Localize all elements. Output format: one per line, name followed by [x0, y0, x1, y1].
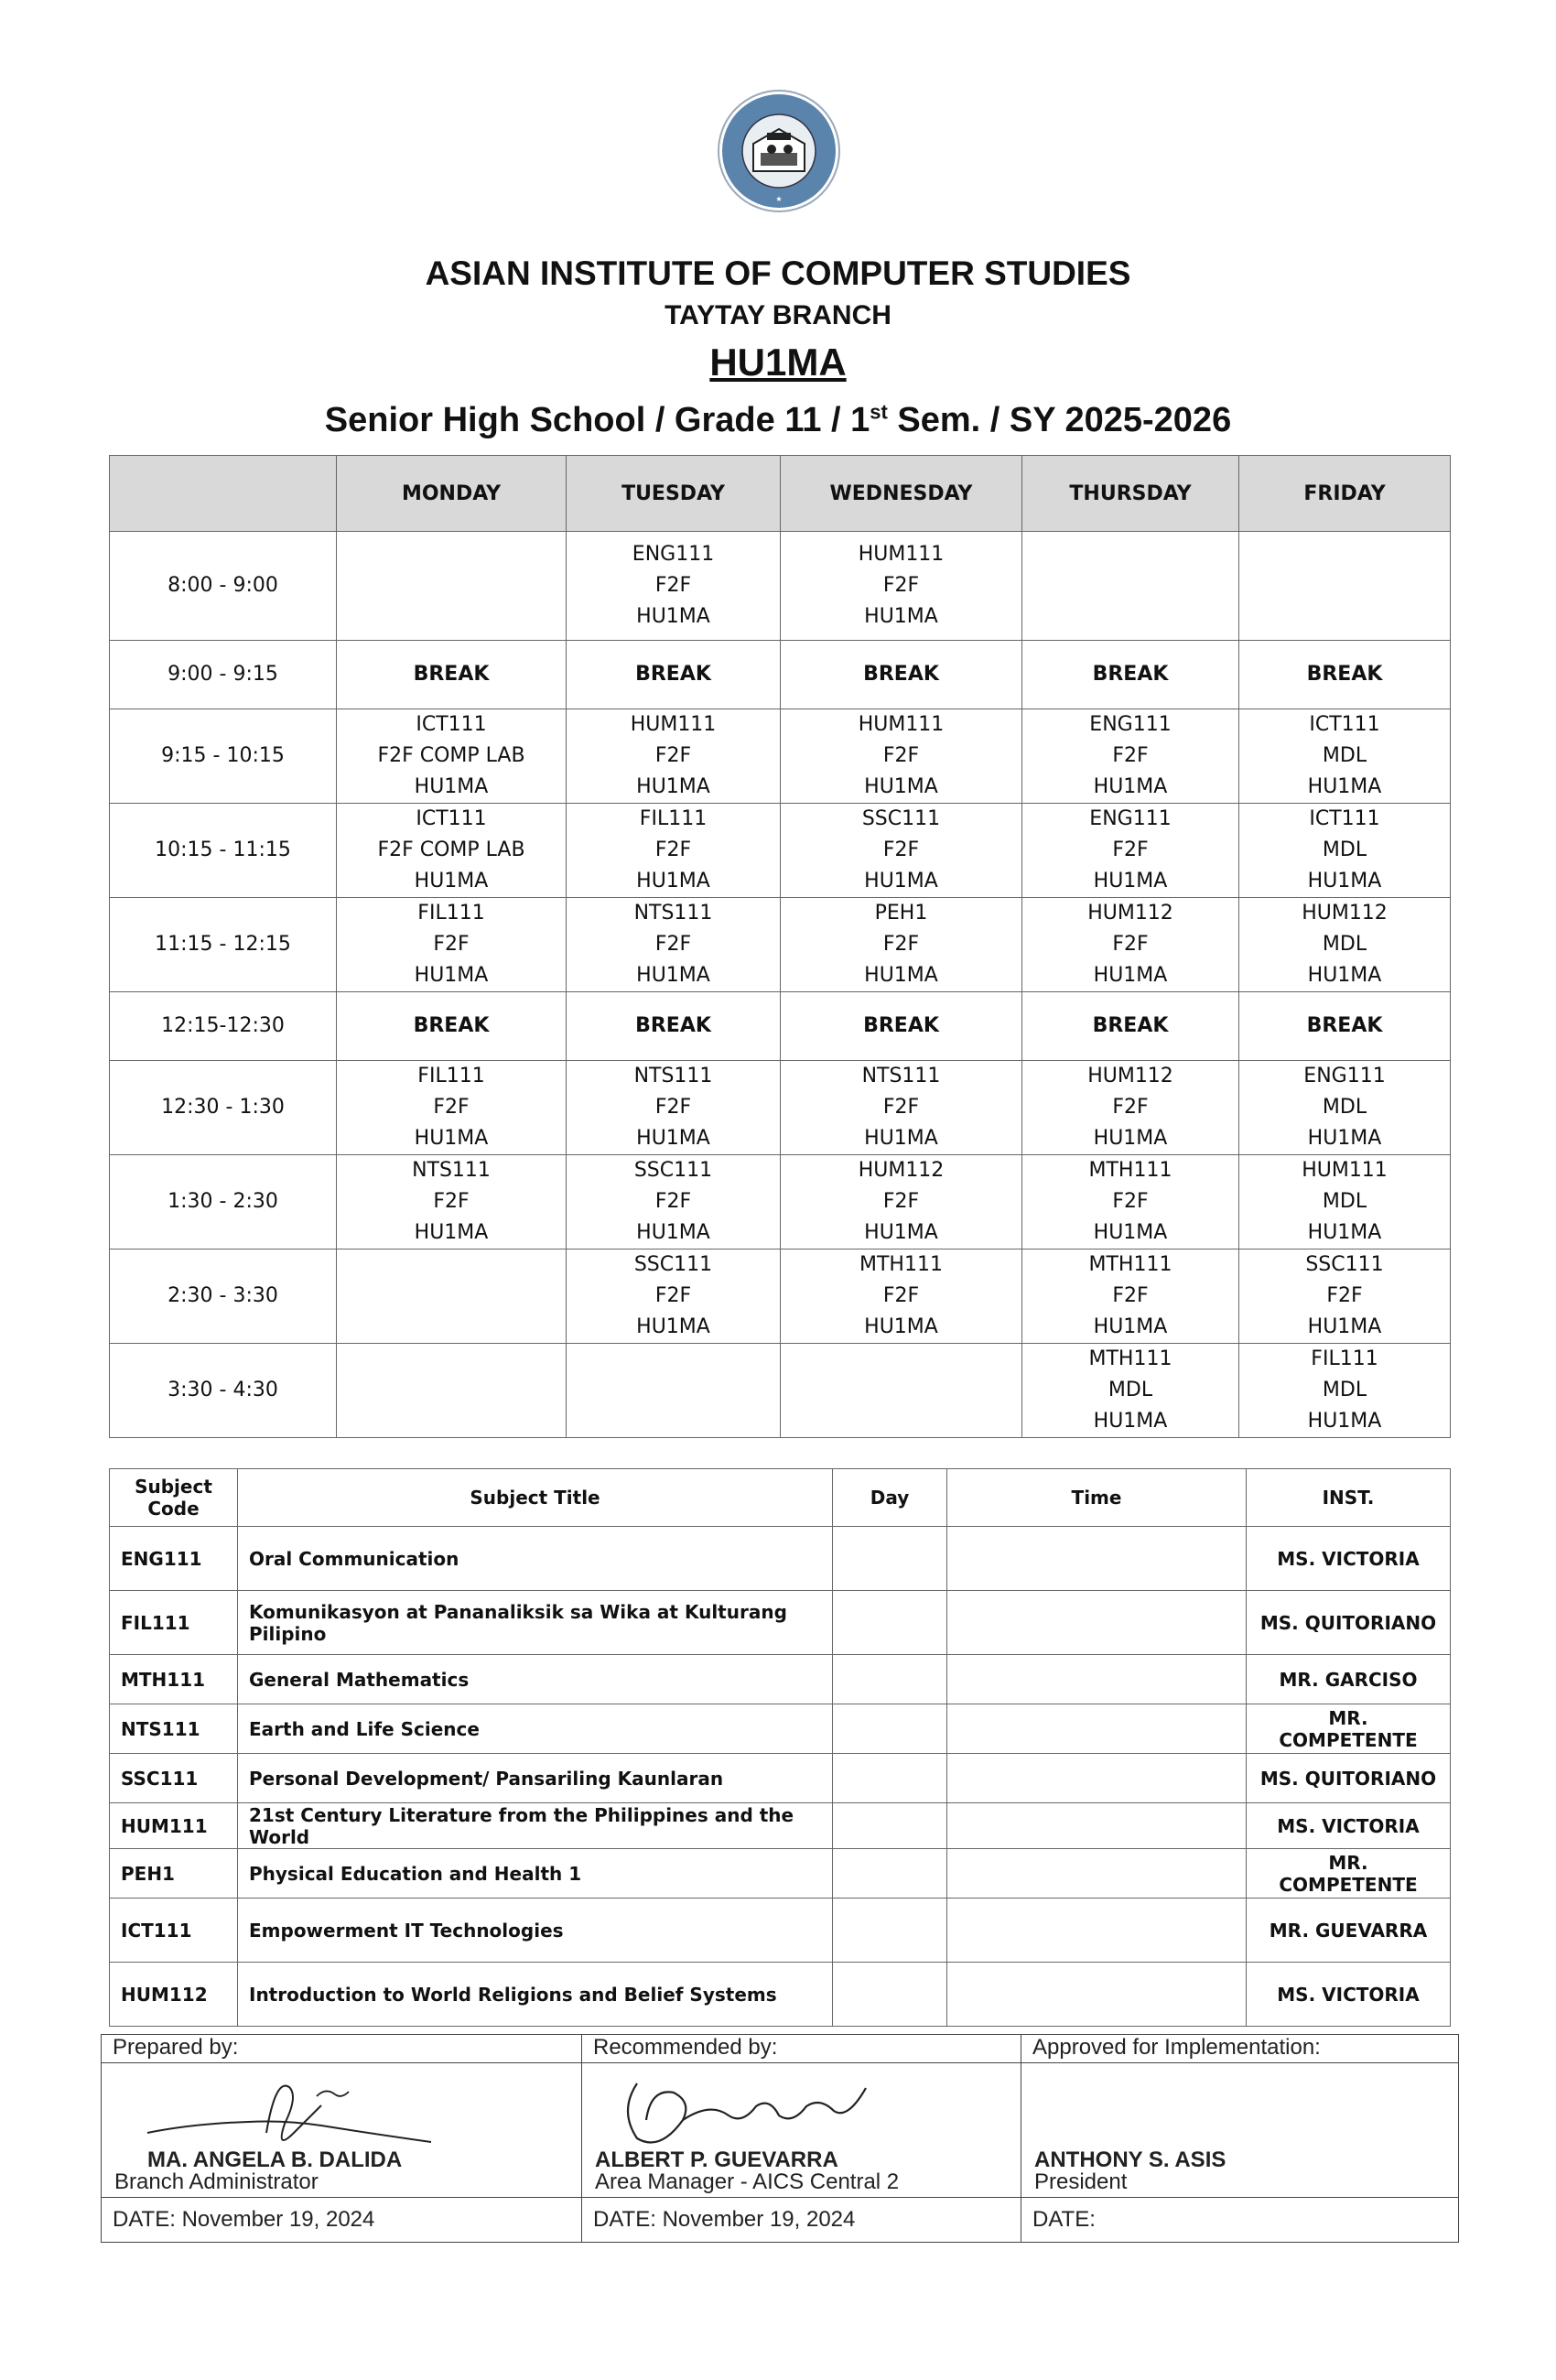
subject-code: MTH111 [1088, 1159, 1172, 1182]
subject-code: BREAK [1306, 663, 1383, 686]
subject-code: ENG111 [110, 1527, 238, 1591]
class-mode: F2F [1112, 1190, 1149, 1213]
time-slot: 1:30 - 2:30 [110, 1155, 337, 1250]
time-header: Time [947, 1469, 1247, 1527]
time-slot: 8:00 - 9:00 [110, 532, 337, 641]
class-cell [1022, 1155, 1239, 1250]
subject-code: SSC111 [110, 1754, 238, 1803]
time-header [110, 456, 337, 532]
recommended-date: DATE: November 19, 2024 [582, 2198, 1021, 2243]
class-cell [1239, 1155, 1451, 1250]
subject-code: HUM111 [858, 543, 945, 566]
class-cell [1239, 1250, 1451, 1344]
subject-title: Earth and Life Science [238, 1704, 833, 1754]
class-mode: MDL [1322, 1190, 1367, 1213]
section-label: HU1MA [1093, 1221, 1168, 1244]
class-mode: F2F [1112, 1284, 1149, 1307]
instructor: MS. VICTORIA [1247, 1803, 1451, 1849]
class-cell [1022, 709, 1239, 804]
subject-time [947, 1527, 1247, 1591]
day-header: MONDAY [337, 456, 567, 532]
subject-row [110, 1803, 1451, 1849]
approved-role: President [1034, 2169, 1128, 2194]
subject-time [947, 1849, 1247, 1899]
subject-code: FIL111 [639, 807, 708, 830]
subject-row [110, 1963, 1451, 2027]
break-cell [337, 992, 567, 1061]
subject-code: ENG111 [1089, 713, 1172, 736]
subject-code: NTS111 [633, 902, 713, 925]
subject-day [833, 1704, 947, 1754]
schedule-row [110, 804, 1451, 898]
subject-code: ICT111 [416, 713, 487, 736]
prepared-role: Branch Administrator [114, 2169, 319, 2194]
subject-code: BREAK [413, 663, 490, 686]
approved-signature-cell [1021, 2063, 1459, 2198]
class-cell [1239, 532, 1451, 641]
subject-code: PEH1 [874, 902, 928, 925]
section-label: HU1MA [1307, 1221, 1382, 1244]
class-mode: F2F [654, 1284, 692, 1307]
subject-code: BREAK [635, 1014, 711, 1037]
subject-code: HUM112 [1302, 902, 1388, 925]
instructor: MS. VICTORIA [1247, 1527, 1451, 1591]
section-label: HU1MA [414, 964, 489, 987]
semester-line: Senior High School / Grade 11 / 1st Sem. / SY 2025-2026 [324, 400, 1232, 439]
schedule-row [110, 898, 1451, 992]
class-cell [1022, 1250, 1239, 1344]
section-label: HU1MA [1093, 1410, 1168, 1433]
class-mode: F2F COMP LAB [377, 838, 525, 861]
subject-day [833, 1591, 947, 1655]
class-mode: F2F [1112, 1096, 1149, 1119]
day-header: FRIDAY [1239, 456, 1451, 532]
class-mode: F2F [654, 1190, 692, 1213]
subject-code: NTS111 [110, 1704, 238, 1754]
subject-time [947, 1704, 1247, 1754]
break-cell [567, 992, 781, 1061]
class-cell [567, 709, 781, 804]
subject-code: SSC111 [1305, 1253, 1384, 1276]
section-label: HU1MA [864, 775, 938, 798]
subject-code: ENG111 [1089, 807, 1172, 830]
time-slot: 11:15 - 12:15 [110, 898, 337, 992]
section-label: HU1MA [1093, 870, 1168, 892]
schedule-header-row [110, 456, 1451, 532]
section-label: HU1MA [636, 605, 710, 628]
section-label: HU1MA [864, 1315, 938, 1338]
section-label: HU1MA [864, 870, 938, 892]
subject-title-header: Subject Title [238, 1469, 833, 1527]
section-label: HU1MA [636, 964, 710, 987]
instructor: MS. QUITORIANO [1247, 1591, 1451, 1655]
class-cell [781, 709, 1022, 804]
schedule-row [110, 1061, 1451, 1155]
subject-row [110, 1527, 1451, 1591]
class-mode: F2F [654, 1096, 692, 1119]
subjects-header-row [110, 1469, 1451, 1527]
subject-time [947, 1655, 1247, 1704]
subject-code: ICT111 [110, 1899, 238, 1963]
subject-code: NTS111 [633, 1065, 713, 1087]
class-mode: F2F COMP LAB [377, 744, 525, 767]
class-cell [1239, 1344, 1451, 1438]
instructor: MR. COMPETENTE [1247, 1704, 1451, 1754]
class-cell [1022, 532, 1239, 641]
class-mode: F2F [882, 744, 920, 767]
subject-time [947, 1899, 1247, 1963]
class-cell [567, 1061, 781, 1155]
class-mode: F2F [882, 1284, 920, 1307]
class-mode: F2F [882, 1190, 920, 1213]
section-label: HU1MA [864, 1127, 938, 1150]
break-row [110, 992, 1451, 1061]
class-mode: MDL [1322, 1379, 1367, 1401]
approved-label: Approved for Implementation: [1021, 2035, 1459, 2063]
subject-code: NTS111 [412, 1159, 491, 1182]
subject-day [833, 1963, 947, 2027]
subject-code: SSC111 [633, 1159, 713, 1182]
instructor: MS. QUITORIANO [1247, 1754, 1451, 1803]
subject-title: Komunikasyon at Pananaliksik sa Wika at Kulturang Pilipino [238, 1591, 833, 1655]
section-label: HU1MA [636, 1221, 710, 1244]
subject-row [110, 1849, 1451, 1899]
class-cell [337, 1344, 567, 1438]
class-cell [781, 1155, 1022, 1250]
subject-code: FIL111 [417, 902, 485, 925]
class-mode: F2F [654, 933, 692, 956]
class-schedule-table [109, 455, 1451, 1438]
class-mode: MDL [1322, 744, 1367, 767]
section-label: HU1MA [414, 870, 489, 892]
class-cell [337, 1250, 567, 1344]
day-header: Day [833, 1469, 947, 1527]
section-label: HU1MA [636, 775, 710, 798]
section-label: HU1MA [636, 870, 710, 892]
break-cell [781, 992, 1022, 1061]
day-header: THURSDAY [1022, 456, 1239, 532]
subject-time [947, 1754, 1247, 1803]
recommended-role: Area Manager - AICS Central 2 [595, 2169, 900, 2194]
class-mode: F2F [433, 1190, 470, 1213]
subject-code: PEH1 [110, 1849, 238, 1899]
class-cell [337, 709, 567, 804]
class-cell [781, 898, 1022, 992]
class-mode: MDL [1322, 933, 1367, 956]
class-mode: F2F [654, 574, 692, 597]
schedule-row [110, 532, 1451, 641]
section-label: HU1MA [1307, 870, 1382, 892]
class-cell [1022, 804, 1239, 898]
subject-code: ICT111 [416, 807, 487, 830]
class-mode: MDL [1322, 838, 1367, 861]
subject-code: MTH111 [1088, 1253, 1172, 1276]
subject-code: SSC111 [861, 807, 941, 830]
subject-day [833, 1655, 947, 1704]
branch-name: TAYTAY BRANCH [665, 300, 891, 330]
class-cell [337, 1155, 567, 1250]
time-slot: 9:15 - 10:15 [110, 709, 337, 804]
school-seal-logo [717, 89, 841, 213]
subject-day [833, 1754, 947, 1803]
recommended-name: ALBERT P. GUEVARRA [595, 2147, 838, 2172]
break-cell [1022, 641, 1239, 709]
subject-title: Empowerment IT Technologies [238, 1899, 833, 1963]
class-cell [1022, 1344, 1239, 1438]
class-cell [781, 1250, 1022, 1344]
subject-code: NTS111 [861, 1065, 941, 1087]
subject-code: HUM112 [1087, 1065, 1173, 1087]
subject-code: MTH111 [859, 1253, 943, 1276]
break-cell [1022, 992, 1239, 1061]
instructor: MR. GUEVARRA [1247, 1899, 1451, 1963]
section-label: HU1MA [1093, 1315, 1168, 1338]
class-cell [567, 1344, 781, 1438]
subject-code: HUM111 [1302, 1159, 1388, 1182]
class-mode: F2F [1112, 933, 1149, 956]
class-mode: F2F [882, 1096, 920, 1119]
subject-code: HUM111 [858, 713, 945, 736]
break-cell [337, 641, 567, 709]
subject-code-header: Subject Code [110, 1469, 238, 1527]
subject-code: BREAK [863, 663, 939, 686]
prepared-date: DATE: November 19, 2024 [102, 2198, 582, 2243]
subject-code: ICT111 [1309, 807, 1380, 830]
subject-row [110, 1655, 1451, 1704]
subjects-table [109, 1468, 1451, 2027]
subject-day [833, 1527, 947, 1591]
section-label: HU1MA [414, 1127, 489, 1150]
prepared-label: Prepared by: [102, 2035, 582, 2063]
subject-code: MTH111 [1088, 1347, 1172, 1370]
class-mode: F2F [654, 838, 692, 861]
section-label: HU1MA [1307, 964, 1382, 987]
class-cell [1022, 1061, 1239, 1155]
subject-code: SSC111 [633, 1253, 713, 1276]
subject-row [110, 1704, 1451, 1754]
class-cell [781, 532, 1022, 641]
schedule-row [110, 1344, 1451, 1438]
subject-day [833, 1849, 947, 1899]
instructor-header: INST. [1247, 1469, 1451, 1527]
subject-code: BREAK [413, 1014, 490, 1037]
subject-day [833, 1899, 947, 1963]
class-cell [567, 1155, 781, 1250]
section-label: HU1MA [1093, 775, 1168, 798]
recommended-signature-cell [582, 2063, 1021, 2198]
recommended-label: Recommended by: [582, 2035, 1021, 2063]
section-label: HU1MA [864, 605, 938, 628]
time-slot: 12:30 - 1:30 [110, 1061, 337, 1155]
break-cell [567, 641, 781, 709]
class-mode: MDL [1322, 1096, 1367, 1119]
school-name: ASIAN INSTITUTE OF COMPUTER STUDIES [425, 254, 1131, 292]
subject-code: BREAK [1092, 1014, 1169, 1037]
subject-title: Oral Communication [238, 1527, 833, 1591]
class-cell [781, 1344, 1022, 1438]
subject-code: HUM111 [110, 1803, 238, 1849]
section-label: HU1MA [864, 1221, 938, 1244]
subject-title: Introduction to World Religions and Belief Systems [238, 1963, 833, 2027]
class-mode: F2F [882, 933, 920, 956]
subject-title: Personal Development/ Pansariling Kaunlaran [238, 1754, 833, 1803]
subject-time [947, 1963, 1247, 2027]
section-label: HU1MA [864, 964, 938, 987]
time-slot: 12:15-12:30 [110, 992, 337, 1061]
section-label: HU1MA [636, 1127, 710, 1150]
subject-code: FIL111 [110, 1591, 238, 1655]
subject-code: ENG111 [1303, 1065, 1386, 1087]
time-slot: 3:30 - 4:30 [110, 1344, 337, 1438]
break-cell [1239, 992, 1451, 1061]
class-cell [337, 804, 567, 898]
subject-code: FIL111 [417, 1065, 485, 1087]
approved-date: DATE: [1021, 2198, 1459, 2243]
subject-code: ENG111 [632, 543, 715, 566]
section-label: HU1MA [414, 775, 489, 798]
section-label: HU1MA [1307, 1315, 1382, 1338]
day-header: TUESDAY [567, 456, 781, 532]
class-cell [567, 1250, 781, 1344]
class-mode: F2F [433, 933, 470, 956]
class-cell [781, 1061, 1022, 1155]
class-mode: F2F [1112, 838, 1149, 861]
break-row [110, 641, 1451, 709]
schedule-row [110, 709, 1451, 804]
time-slot: 9:00 - 9:15 [110, 641, 337, 709]
subject-time [947, 1591, 1247, 1655]
class-mode: F2F [654, 744, 692, 767]
subject-code: FIL111 [1311, 1347, 1378, 1370]
class-cell [1239, 804, 1451, 898]
section-code: HU1MA [709, 341, 847, 384]
section-label: HU1MA [1307, 1410, 1382, 1433]
class-mode: MDL [1108, 1379, 1153, 1401]
subject-code: HUM112 [858, 1159, 945, 1182]
subject-row [110, 1754, 1451, 1803]
class-cell [1239, 1061, 1451, 1155]
section-label: HU1MA [1307, 775, 1382, 798]
section-label: HU1MA [1093, 1127, 1168, 1150]
subject-code: BREAK [635, 663, 711, 686]
prepared-name: MA. ANGELA B. DALIDA [147, 2147, 403, 2172]
class-cell [1022, 898, 1239, 992]
subject-code: HUM112 [110, 1963, 238, 2027]
signature-image [138, 2069, 440, 2160]
instructor: MR. GARCISO [1247, 1655, 1451, 1704]
break-cell [1239, 641, 1451, 709]
class-cell [337, 898, 567, 992]
class-mode: F2F [1112, 744, 1149, 767]
subject-code: HUM111 [630, 713, 717, 736]
subject-row [110, 1591, 1451, 1655]
instructor: MR. COMPETENTE [1247, 1849, 1451, 1899]
subject-row [110, 1899, 1451, 1963]
schedule-row [110, 1250, 1451, 1344]
subject-code: HUM112 [1087, 902, 1173, 925]
subject-title: General Mathematics [238, 1655, 833, 1704]
class-cell [337, 532, 567, 641]
class-cell [1239, 898, 1451, 992]
subject-code: MTH111 [110, 1655, 238, 1704]
subject-code: BREAK [1092, 663, 1169, 686]
prepared-signature-cell [102, 2063, 582, 2198]
class-mode: F2F [433, 1096, 470, 1119]
day-header: WEDNESDAY [781, 456, 1022, 532]
subject-code: BREAK [863, 1014, 939, 1037]
class-mode: F2F [1326, 1284, 1363, 1307]
section-label: HU1MA [1093, 964, 1168, 987]
schedule-row [110, 1155, 1451, 1250]
class-mode: F2F [882, 574, 920, 597]
subject-time [947, 1803, 1247, 1849]
time-slot: 2:30 - 3:30 [110, 1250, 337, 1344]
class-cell [1239, 709, 1451, 804]
subject-title: Physical Education and Health 1 [238, 1849, 833, 1899]
class-cell [337, 1061, 567, 1155]
section-label: HU1MA [1307, 1127, 1382, 1150]
signature-image [610, 2065, 875, 2157]
class-cell [781, 804, 1022, 898]
svg-text:★: ★ [775, 195, 783, 203]
break-cell [781, 641, 1022, 709]
class-cell [567, 898, 781, 992]
subject-code: BREAK [1306, 1014, 1383, 1037]
time-slot: 10:15 - 11:15 [110, 804, 337, 898]
signatories-table [101, 2034, 1459, 2243]
section-label: HU1MA [636, 1315, 710, 1338]
class-cell [567, 532, 781, 641]
subject-code: ICT111 [1309, 713, 1380, 736]
instructor: MS. VICTORIA [1247, 1963, 1451, 2027]
approved-name: ANTHONY S. ASIS [1034, 2147, 1226, 2172]
section-label: HU1MA [414, 1221, 489, 1244]
class-mode: F2F [882, 838, 920, 861]
subject-day [833, 1803, 947, 1849]
subject-title: 21st Century Literature from the Philippines and the World [238, 1803, 833, 1849]
class-cell [567, 804, 781, 898]
